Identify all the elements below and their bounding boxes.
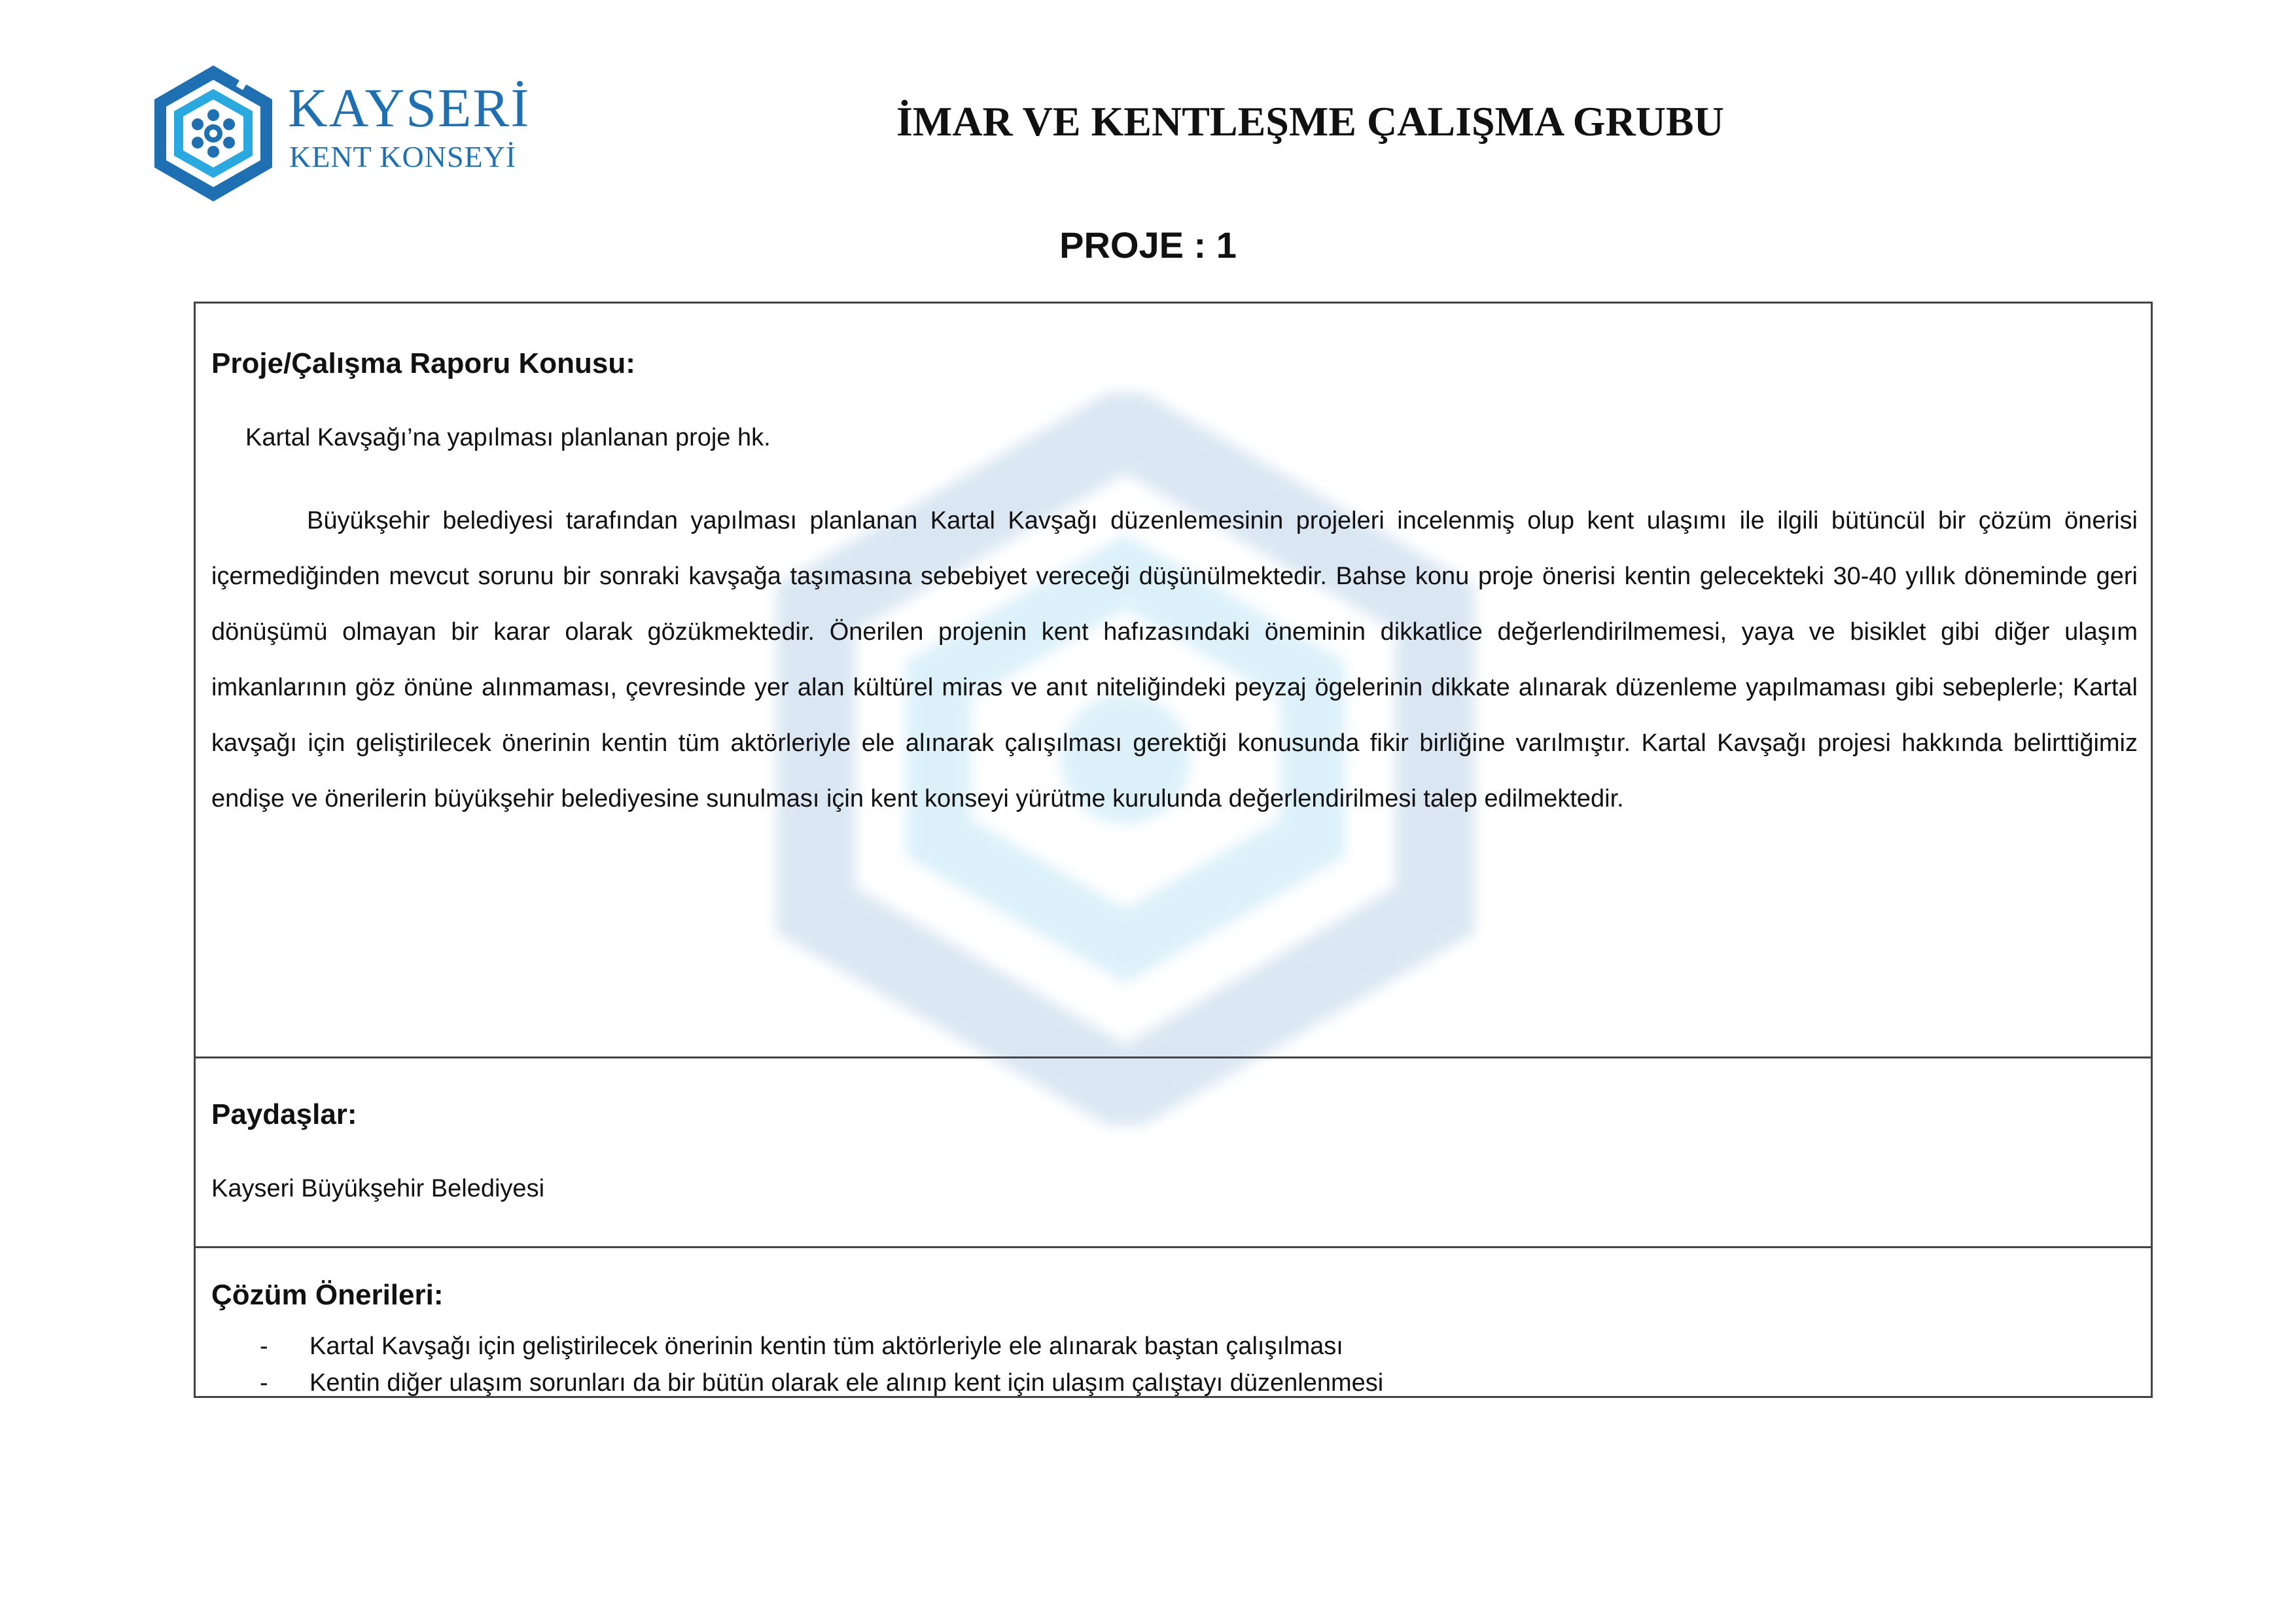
solutions-section	[196, 1248, 2151, 1396]
logo-subtitle: KENT KONSEYİ	[289, 140, 517, 173]
project-form-table	[194, 302, 2153, 1398]
working-group-title: İMAR VE KENTLEŞME ÇALIŞMA GRUBU	[896, 98, 1724, 145]
solution-text: Kartal Kavşağı için geliştirilecek önerinin kentin tüm aktörleriyle ele alınarak baştan çalışılması	[309, 1333, 1343, 1360]
project-title: PROJE : 1	[1059, 224, 1237, 266]
stakeholders-section	[196, 1058, 2151, 1248]
list-bullet: -	[260, 1369, 268, 1397]
kent-konseyi-emblem-icon	[149, 63, 277, 204]
report-topic: Kartal Kavşağı’na yapılması planlanan proje hk.	[245, 424, 771, 451]
solutions-heading: Çözüm Önerileri:	[211, 1279, 444, 1311]
list-bullet: -	[260, 1333, 268, 1360]
stakeholders-heading: Paydaşlar:	[211, 1098, 357, 1130]
solution-text: Kentin diğer ulaşım sorunları da bir bütün olarak ele alınıp kent için ulaşım çalıştayı düzenlenmesi	[309, 1369, 1384, 1397]
stakeholder-value: Kayseri Büyükşehir Belediyesi	[211, 1175, 545, 1202]
report-section	[196, 304, 2151, 1058]
logo-name: KAYSERİ	[288, 78, 531, 139]
report-heading: Proje/Çalışma Raporu Konusu:	[211, 347, 635, 379]
report-body: Büyükşehir belediyesi tarafından yapılması planlanan Kartal Kavşağı düzenlemesinin projeleri incelenmiş olup kent ulaşımı ile ilgili bütüncül bir çözüm önerisi içermediğinden mevcut sorunu bir sonraki kavşağa taşımasına sebebiyet vereceği düşünülmektedir. Bahse konu proje önerisi kentin gelecekteki 30-40 yıllık döneminde geri dönüşümü olmayan bir karar olarak gözükmektedir. Önerilen projenin kent hafızasındaki öneminin dikkatlice değerlendirilmemesi, yaya ve bisiklet gibi diğer ulaşım imkanlarının göz önüne alınmaması, çevresinde yer alan kültürel miras ve anıt niteliğindeki peyzaj ögelerinin dikkate alınarak düzenleme yapılmaması gibi sebeplerle; Kartal kavşağı için geliştirilecek önerinin kentin tüm aktörleriyle ele alınarak çalışılması gerektiği konusunda fikir birliğine varılmıştır. Kartal Kavşağı projesi hakkında belirttiğimiz endişe ve önerilerin büyükşehir belediyesine sunulması için kent konseyi yürütme kurulunda değerlendirilmesi talep edilmektedir.	[211, 507, 2138, 812]
kent-konseyi-logo	[149, 63, 529, 204]
